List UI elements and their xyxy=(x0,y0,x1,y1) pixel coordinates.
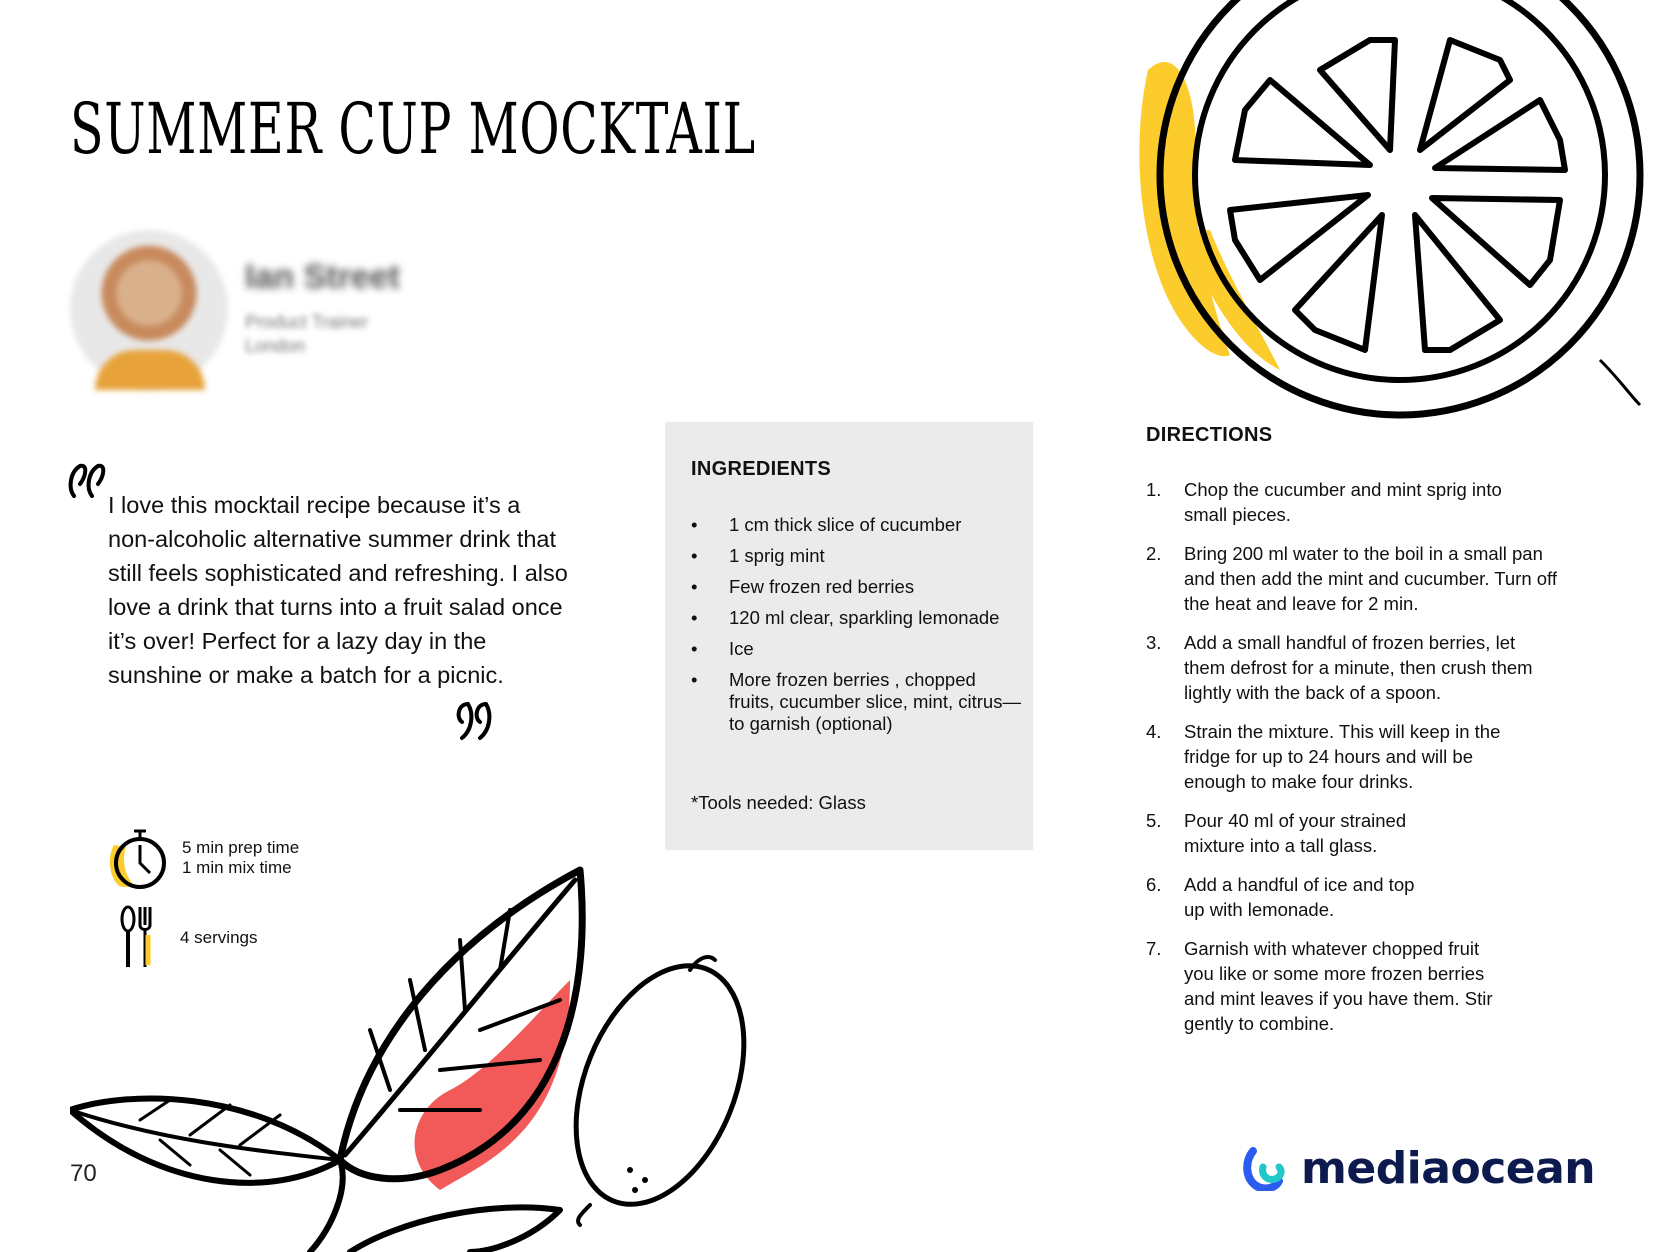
mix-time: 1 min mix time xyxy=(182,858,292,877)
tools-needed: *Tools needed: Glass xyxy=(691,792,866,813)
recipe-quote: I love this mocktail recipe because it’s a non-alcoholic alternative summer drink that still feels sophisticated and refreshing. I also love a drink that turns into a fruit salad once it’s over! Perfect for a lazy day in the sunshine or make a batch for a picnic. xyxy=(108,492,568,688)
ingredient-item xyxy=(691,607,1021,629)
step-text: Strain the mixture. This will keep in the fridge for up to 24 hours and will be enough to make four drinks. xyxy=(1184,721,1501,792)
direction-step xyxy=(1146,936,1566,1036)
step-text: Pour 40 ml of your strained mixture into a tall glass. xyxy=(1184,810,1407,856)
step-number: 4. xyxy=(1146,721,1162,742)
mediaocean-logo xyxy=(1243,1143,1595,1194)
bullet: • xyxy=(691,576,698,597)
bullet: • xyxy=(691,545,698,566)
step-number: 6. xyxy=(1146,874,1162,895)
servings: 4 servings xyxy=(180,928,258,947)
direction-step xyxy=(1146,541,1566,616)
direction-step xyxy=(1146,808,1566,858)
brand-name: mediaocean xyxy=(1301,1143,1596,1194)
directions-list xyxy=(1146,477,1566,1050)
ingredient-text: 1 sprig mint xyxy=(729,545,825,566)
ingredient-text: Few frozen red berries xyxy=(729,576,915,597)
bullet: • xyxy=(691,607,698,628)
bullet: • xyxy=(691,669,698,690)
ingredient-item xyxy=(691,669,1021,735)
step-text: Garnish with whatever chopped fruit you like or some more frozen berries and mint leaves if you have them. Stir gently to combine. xyxy=(1184,938,1493,1034)
ingredient-item xyxy=(691,576,1021,598)
author-name: Ian Street xyxy=(245,258,400,296)
ingredients-panel xyxy=(665,422,1033,850)
stopwatch-icon xyxy=(108,825,170,891)
step-number: 5. xyxy=(1146,810,1162,831)
direction-step xyxy=(1146,719,1566,794)
lemon-slice-illustration xyxy=(1120,0,1668,420)
author-location: London xyxy=(245,336,306,356)
step-text: Bring 200 ml water to the boil in a small pan and then add the mint and cucumber. Turn off the heat and leave for 2 min. xyxy=(1184,543,1557,614)
prep-time: 5 min prep time xyxy=(182,838,300,857)
ingredient-item xyxy=(691,545,1021,567)
ingredient-text: Ice xyxy=(729,638,754,659)
author-role: Product Trainer xyxy=(245,312,369,332)
mediaocean-logo-icon xyxy=(1243,1147,1293,1191)
directions-title: DIRECTIONS xyxy=(1146,424,1273,446)
step-number: 2. xyxy=(1146,543,1162,564)
ingredient-item xyxy=(691,638,1021,660)
ingredient-text: More frozen berries , chopped fruits, cucumber slice, mint, citrus—to garnish (optional) xyxy=(729,669,1021,734)
bullet: • xyxy=(691,638,698,659)
step-number: 3. xyxy=(1146,632,1162,653)
step-text: Add a small handful of frozen berries, let them defrost for a minute, then crush them lightly with the back of a spoon. xyxy=(1184,632,1533,703)
page-number: 70 xyxy=(70,1160,97,1187)
step-text: Add a handful of ice and top up with lemonade. xyxy=(1184,874,1415,920)
ingredient-item xyxy=(691,514,1021,536)
time-info xyxy=(108,825,299,891)
ingredient-text: 120 ml clear, sparkling lemonade xyxy=(729,607,1000,628)
quote-close-icon xyxy=(450,700,494,744)
ingredients-title: INGREDIENTS xyxy=(691,458,831,480)
direction-step xyxy=(1146,630,1566,705)
step-number: 7. xyxy=(1146,938,1162,959)
step-text: Chop the cucumber and mint sprig into small pieces. xyxy=(1184,479,1502,525)
ingredients-list xyxy=(691,514,1021,744)
bullet: • xyxy=(691,514,698,535)
direction-step xyxy=(1146,872,1566,922)
step-number: 1. xyxy=(1146,479,1162,500)
utensils-icon xyxy=(118,905,158,971)
direction-step xyxy=(1146,477,1566,527)
page-title: SUMMER CUP MOCKTAIL xyxy=(70,88,756,170)
ingredient-text: 1 cm thick slice of cucumber xyxy=(729,514,962,535)
servings-info xyxy=(118,905,257,971)
quote-open-icon xyxy=(66,462,110,502)
